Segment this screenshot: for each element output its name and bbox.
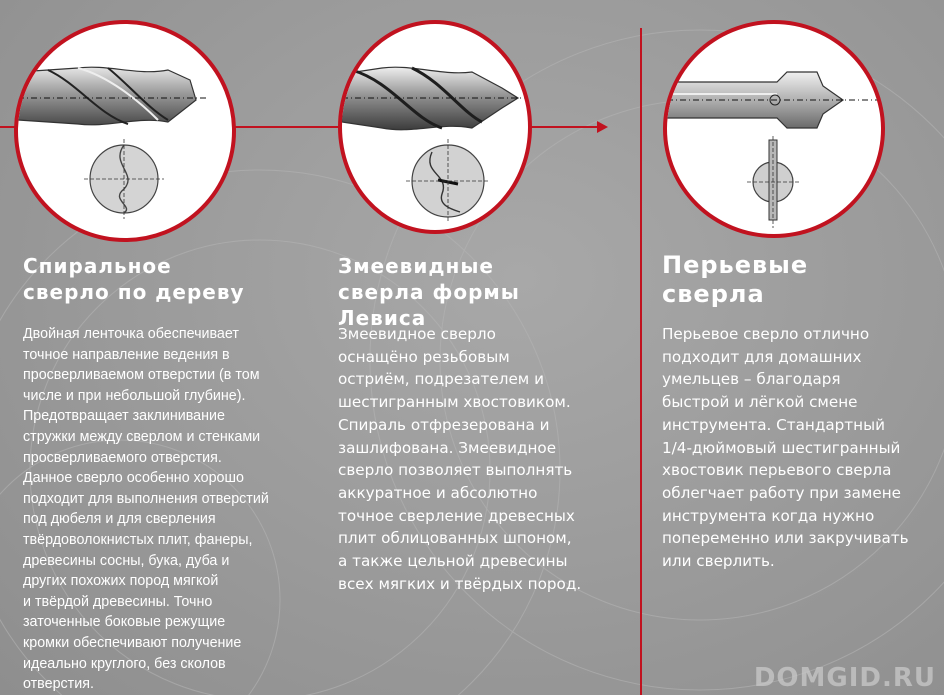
column-1-title: Спиральное сверло по дереву (23, 254, 245, 304)
spade-drill-illustration (663, 20, 885, 238)
column-2-body: Змеевидное сверло оснащёно резьбовым остриём, подрезателем и шестигранным хвостовиком. Спираль отфрезерована и зашлифована. Змеевидное сверло позволяет выполнять аккуратное и абсолютно точное сверление древесных плит облицованных шпоном, а также цельной древесины всех мягких и твёрдых пород. (338, 325, 582, 593)
column-1-body: Двойная ленточка обеспечивает точное направление ведения в просверливаемом отверстии (в том числе и при небольшой глубине). Предотвращает заклинивание стружки между сверлом и стенками просверливаемого отверстия. Данное сверло особенно хорошо подходит для выполнения отверстий под дюбеля и для сверления твёрдоволокнистых плит, фанеры, древесины сосны, бука, дуба и других похожих пород мягкой и твёрдой древесины. Точно заточенные боковые режущие кромки обеспечивают получение идеально круглого, без сколов отверстия. (23, 326, 269, 693)
twist-drill-illustration (14, 20, 236, 242)
column-3-body: Перьевое сверло отлично подходит для домашних умельцев – благодаря быстрой и лёгкой смене инструмента. Стандартный 1/4-дюймовый шестигранный хвостовик перьевого сверла облегчает работу при замене инструмента когда нужно попеременно или закручивать или сверлить. (662, 325, 909, 571)
watermark: DOMGID.RU (753, 663, 936, 693)
arrow-right-icon (597, 121, 608, 133)
column-2-title: Змеевидные сверла формы Левиса (338, 254, 520, 330)
column-divider (640, 28, 642, 695)
auger-drill-illustration (338, 20, 532, 234)
column-3-title: Перьевые сверла (662, 251, 809, 308)
